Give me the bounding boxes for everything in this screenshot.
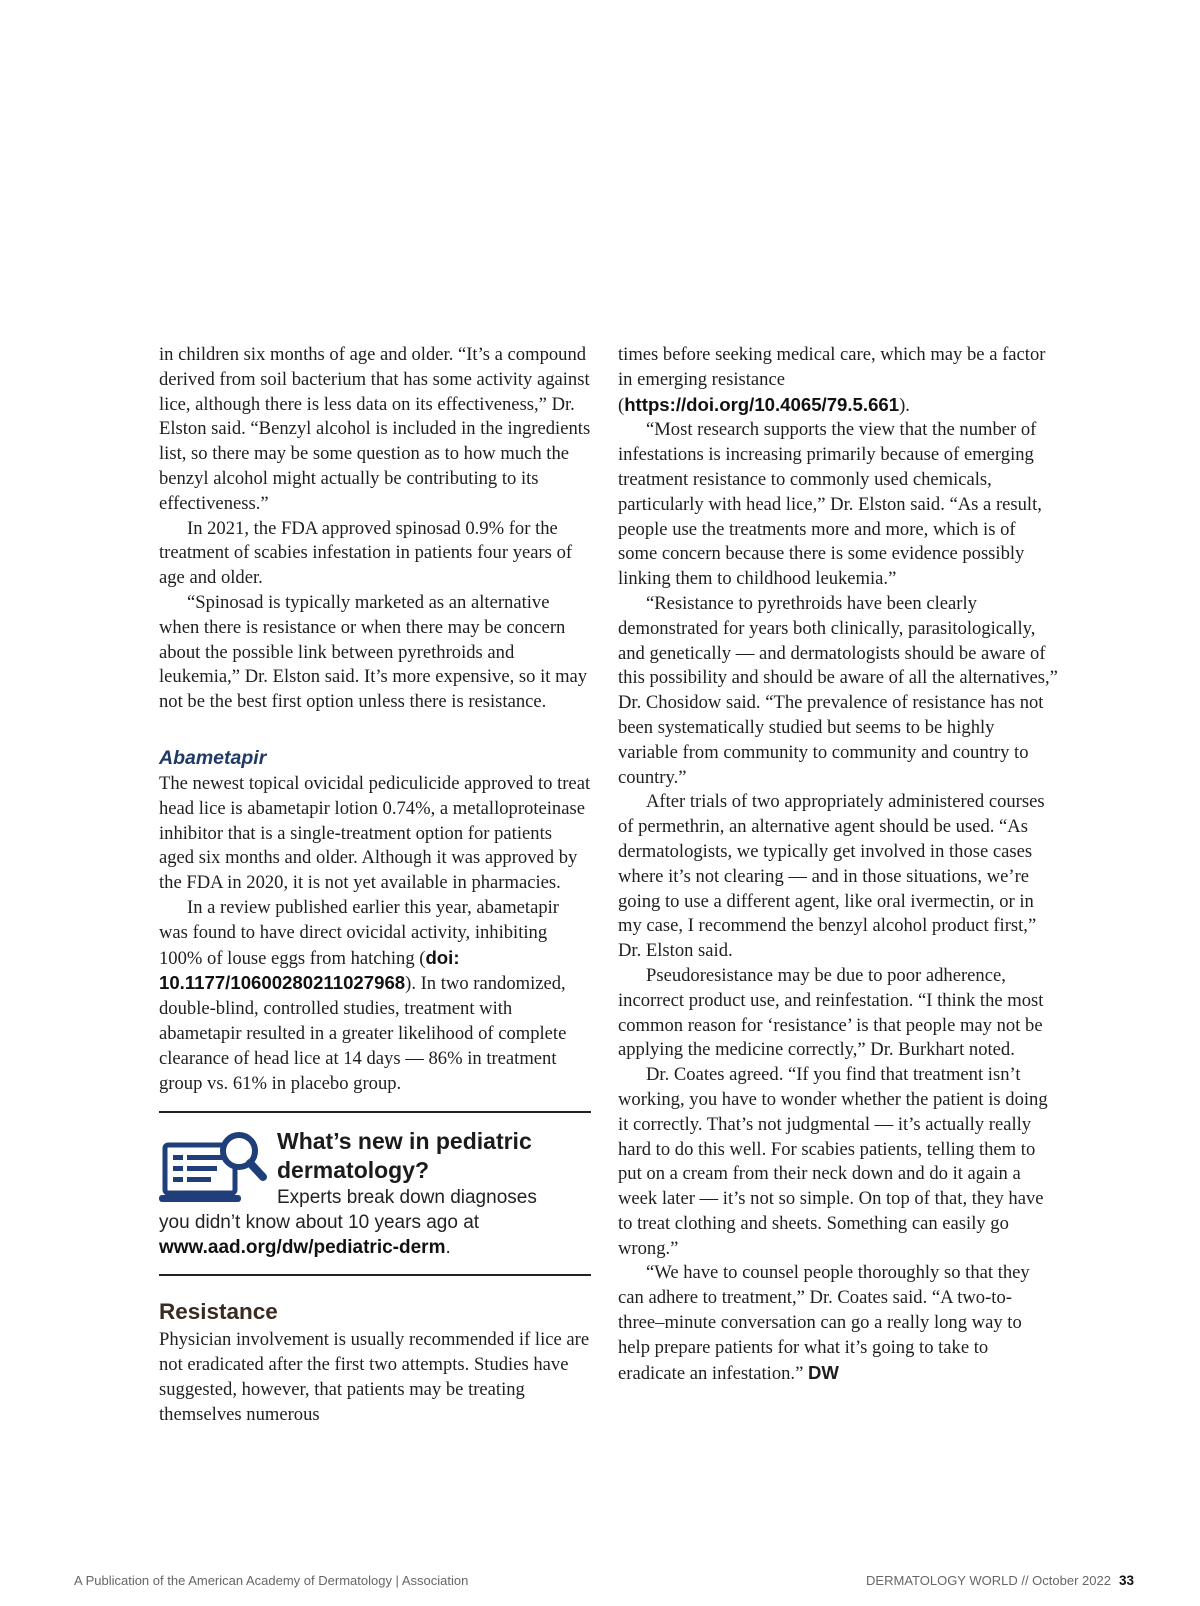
paragraph: Physician involvement is usually recommended if lice are not eradicated after the first two attempts. Studies have suggested, however, that patients may be treating themselves numerous bbox=[159, 1329, 590, 1425]
laptop-search-icon bbox=[159, 1129, 271, 1217]
paragraph bbox=[618, 343, 1058, 418]
paragraph: in children six months of age and older. “It’s a compound derived from soil bacterium that has some activity against lice, although there is less data on its effectiveness,” Dr. Elston said. “Benzyl alcohol is included in the ingredients list, so there may be some question as to how much the benzyl alcohol might actually be contributing to its effectiveness.” bbox=[159, 344, 591, 514]
doi-link[interactable]: doi: 10.1177/10600280211027968 bbox=[159, 946, 460, 994]
right-column bbox=[618, 343, 1058, 1386]
paragraph bbox=[159, 896, 591, 1096]
section-heading-resistance: Resistance bbox=[159, 1299, 278, 1325]
paragraph: Pseudoresistance may be due to poor adherence, incorrect product use, and reinfestation. “I think the most common reason for ‘resistance’ is that people may not be applying the medicine correctly,” Dr. Burkhart noted. bbox=[618, 964, 1044, 1061]
footer-issue-text: DERMATOLOGY WORLD // October 2022 bbox=[866, 1573, 1111, 1588]
paragraph: “Resistance to pyrethroids have been clearly demonstrated for years both clinically, parasitologically, and genetically — and dermatologists should be aware of this possibility and should be aware of all the alternatives,” Dr. Chosidow said. “The prevalence of resistance has not been systematically studied but seems to be highly variable from community to community and country to country.” bbox=[618, 592, 1058, 788]
paragraph: “Most research supports the view that the number of infestations is increasing primarily because of emerging treatment resistance to commonly used chemicals, particularly with head lice,” Dr. Elston said. “As a result, people use the treatments more and more, which is of some concern because there is some evidence possibly linking them to childhood leukemia.” bbox=[618, 419, 1042, 590]
subheading-abametapir: Abametapir bbox=[159, 746, 267, 769]
footer-publication: A Publication of the American Academy of Dermatology | Association bbox=[74, 1573, 469, 1588]
text: ). bbox=[899, 394, 910, 416]
text: “We have to counsel people thoroughly so that they can adhere to treatment,” Dr. Coates said. “A two-to-three–minute conversation can go a really long way to help prepare patients for what it’s going to take to eradicate an infestation.” bbox=[618, 1262, 1030, 1384]
paragraph: After trials of two appropriately administered courses of permethrin, an alternative agent should be used. “As dermatologists, we typically get involved in those cases where it’s not clearing — and in those situations, we’re going to use a different agent, like oral ivermectin, or in my case, I recommend the benzyl alcohol product first,” Dr. Elston said. bbox=[618, 791, 1045, 962]
left-column bbox=[159, 343, 591, 1428]
text: . bbox=[445, 1237, 451, 1259]
callout-box bbox=[159, 1111, 591, 1276]
paragraph: “Spinosad is typically marketed as an alternative when there is resistance or when there may be concern about the possible link between pyrethroids and leukemia,” Dr. Elston said. It’s more expensive, so it may not be the best first option unless there is resistance. bbox=[159, 591, 588, 713]
footer-issue bbox=[866, 1573, 1134, 1588]
doi-link[interactable]: https://doi.org/10.4065/79.5.661 bbox=[624, 393, 900, 415]
text: you didn’t know about 10 years ago at bbox=[159, 1212, 480, 1234]
text: ). In two randomized, double-blind, controlled studies, treatment with abametapir resulted in a greater likelihood of complete clearance of head lice at 14 days — 86% in treatment group vs. 61% in placebo group. bbox=[159, 973, 567, 1094]
text: Experts break down diagnoses bbox=[277, 1187, 537, 1209]
paragraph: In 2021, the FDA approved spinosad 0.9% for the treatment of scabies infestation in patients four years of age and older. bbox=[159, 517, 573, 589]
paragraph: The newest topical ovicidal pediculicide approved to treat head lice is abametapir lotion 0.74%, a metalloproteinase inhibitor that is a single-treatment option for patients aged six months and older. Although it was approved by the FDA in 2020, it is not yet available in pharmacies. bbox=[159, 772, 591, 894]
callout-link[interactable]: www.aad.org/dw/pediatric-derm bbox=[159, 1237, 446, 1259]
paragraph: Dr. Coates agreed. “If you find that treatment isn’t working, you have to wonder whether the patient is doing it correctly. That’s not judgmental — it’s actually really hard to do this well. For scabies patients, telling them to put on a cream from their neck down and do it again a week later — it’s not so simple. On top of that, they have to treat clothing and sheets. Something can easily go wrong.” bbox=[618, 1064, 1048, 1259]
paragraph bbox=[618, 1261, 1058, 1386]
page-number: 33 bbox=[1118, 1573, 1134, 1588]
callout-title: What’s new in pediatric dermatology? bbox=[277, 1128, 532, 1184]
text: times before seeking medical care, which may be a factor in emerging resistance ( bbox=[618, 344, 1046, 416]
end-mark: DW bbox=[807, 1361, 839, 1383]
text: In a review published earlier this year, abametapir was found to have direct ovicidal activity, inhibiting 100% of louse eggs from hatching ( bbox=[159, 896, 560, 969]
